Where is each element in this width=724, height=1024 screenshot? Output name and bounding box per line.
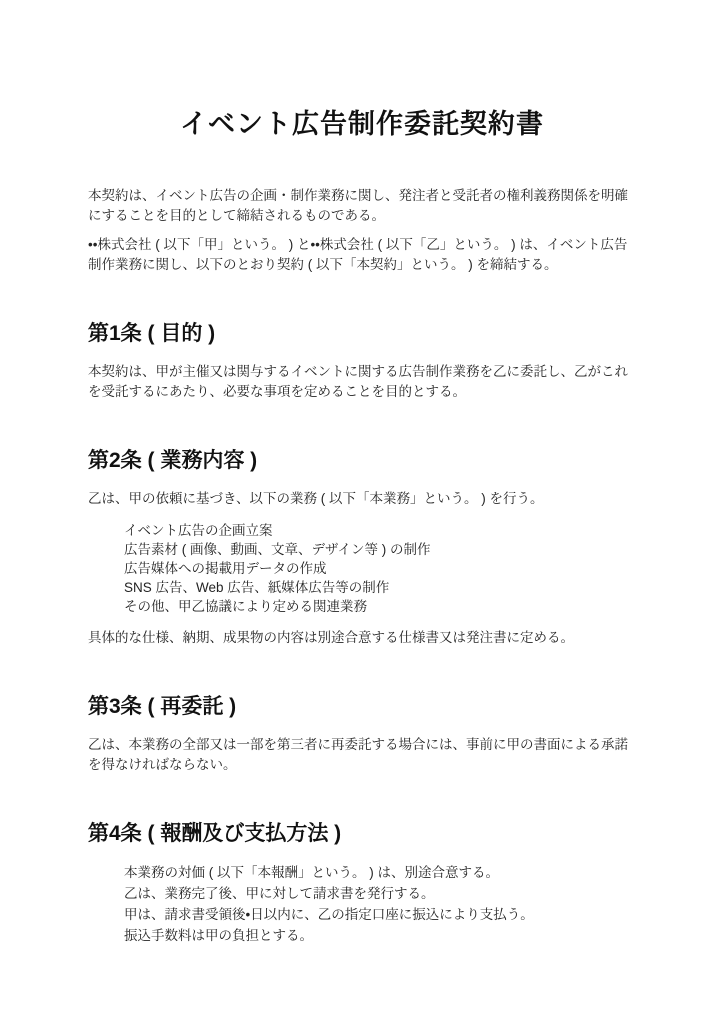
list-item: 甲は、請求書受領後•日以内に、乙の指定口座に振込により支払う。 — [124, 907, 534, 922]
article-1-heading: 第1条 ( 目的 ) — [88, 322, 216, 345]
article-2-lead: 乙は、甲の依頼に基づき、以下の業務 ( 以下「本業務」という。 ) を行う。 — [88, 491, 544, 506]
article-2-heading: 第2条 ( 業務内容 ) — [88, 449, 258, 472]
list-item: 広告媒体への掲載用データの作成 — [124, 561, 327, 576]
list-item: イベント広告の企画立案 — [124, 523, 273, 538]
list-item: 本業務の対価 ( 以下「本報酬」という。 ) は、別途合意する。 — [124, 865, 499, 880]
section-article-1 — [88, 320, 636, 402]
section-article-4 — [88, 820, 636, 946]
intro-paragraph-parties: ••株式会社 ( 以下「甲」という。 ) と••株式会社 ( 以下「乙」という。 ) は、イベント広告制作業務に関し、以下のとおり契約 ( 以下「本契約」という。 ) を締結する。 — [88, 237, 628, 272]
article-1-body: 本契約は、甲が主催又は関与するイベントに関する広告制作業務を乙に委託し、乙がこれを受託するにあたり、必要な事項を定めることを目的とする。 — [88, 364, 628, 399]
list-item: 乙は、業務完了後、甲に対して請求書を発行する。 — [124, 886, 435, 901]
list-item: SNS 広告、Web 広告、紙媒体広告等の制作 — [124, 580, 390, 595]
article-3-heading: 第3条 ( 再委託 ) — [88, 695, 237, 718]
section-article-2 — [88, 447, 636, 648]
article-2-closing: 具体的な仕様、納期、成果物の内容は別途合意する仕様書又は発注書に定める。 — [88, 630, 574, 645]
list-item: 広告素材 ( 画像、動画、文章、デザイン等 ) の制作 — [124, 542, 431, 557]
document-title: イベント広告制作委託契約書 — [180, 109, 544, 139]
list-item: その他、甲乙協議により定める関連業務 — [124, 599, 367, 614]
article-4-heading: 第4条 ( 報酬及び支払方法 ) — [88, 822, 342, 845]
list-item: 振込手数料は甲の負担とする。 — [124, 928, 313, 943]
article-2-task-list — [88, 521, 636, 616]
intro-paragraph-purpose: 本契約は、イベント広告の企画・制作業務に関し、発注者と受託者の権利義務関係を明確にすることを目的として締結されるものである。 — [88, 188, 628, 223]
article-4-terms-list — [88, 862, 636, 946]
section-article-3 — [88, 693, 636, 775]
article-3-body: 乙は、本業務の全部又は一部を第三者に再委託する場合には、事前に甲の書面による承諾を得なければならない。 — [88, 737, 628, 772]
